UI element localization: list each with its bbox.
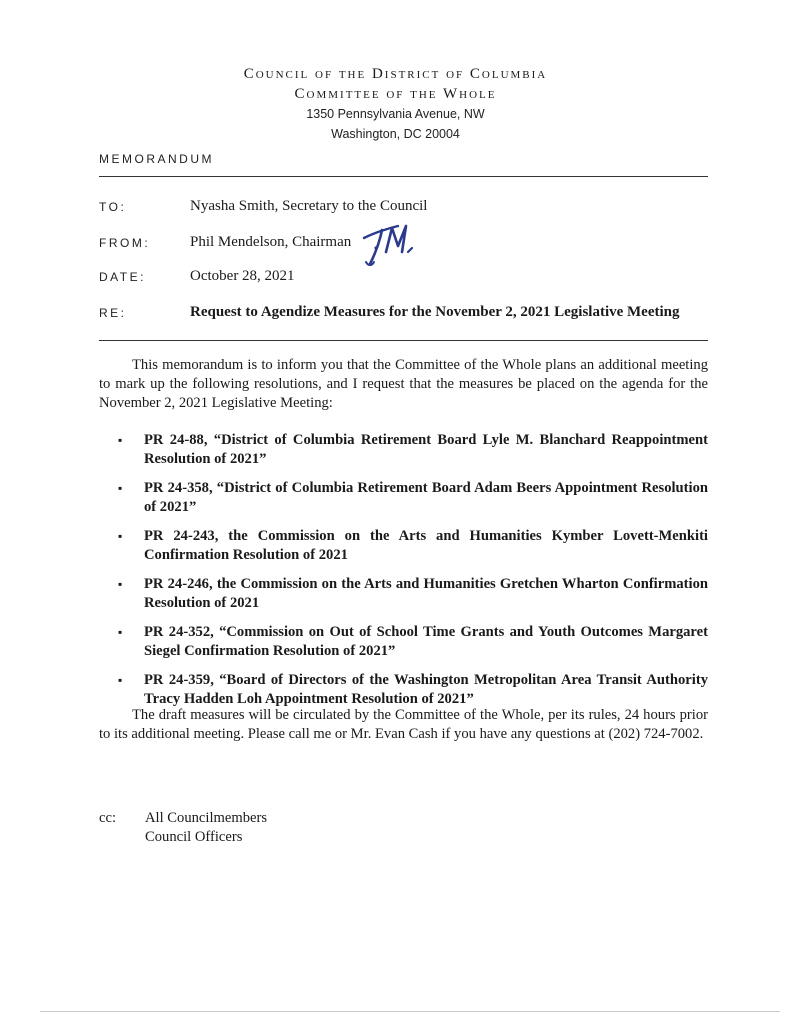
letterhead-address: 1350 Pennsylvania Avenue, NW [306,107,485,121]
measure-text: PR 24-88, “District of Columbia Retirement Board Lyle M. Blanchard Reappointment Resolution of 2021” [144,432,708,467]
re-value: Request to Agendize Measures for the November 2, 2021 Legislative Meeting [190,304,680,320]
letterhead-organization: Council of the District of Columbia [243,66,548,82]
intro-paragraph: This memorandum is to inform you that the Committee of the Whole plans an additional meeting to mark up the following resolutions, and I request that the measures be placed on the agenda for the November 2, 2021 Legislative Meeting: [99,357,708,411]
bullet-icon: ▪ [118,433,123,447]
letterhead-city: Washington, DC 20004 [331,127,460,141]
bullet-icon: ▪ [118,529,123,543]
measure-text: PR 24-358, “District of Columbia Retirement Board Adam Beers Appointment Resolution of 2021” [144,480,708,515]
measure-text: PR 24-359, “Board of Directors of the Washington Metropolitan Area Transit Authority Tracy Hadden Loh Appointment Resolution of 2021” [144,672,708,707]
cc-label: cc: [99,810,117,826]
bullet-icon: ▪ [118,673,123,687]
to-value: Nyasha Smith, Secretary to the Council [190,198,428,214]
to-field [99,200,708,220]
from-label: FROM: [99,236,151,250]
list-item [99,431,708,469]
list-item [99,575,708,613]
bullet-icon: ▪ [118,625,123,639]
list-item [99,527,708,565]
measures-list [99,431,708,719]
measure-text: PR 24-352, “Commission on Out of School Time Grants and Youth Outcomes Margaret Siegel Confirmation Resolution of 2021” [144,624,708,659]
header-divider-top [99,176,708,177]
to-label: TO: [99,200,127,214]
date-label: DATE: [99,270,146,284]
header-divider-bottom [99,340,708,341]
cc-recipient: Council Officers [145,829,243,845]
bullet-icon: ▪ [118,481,123,495]
letterhead-committee: Committee of the Whole [294,86,497,102]
from-value: Phil Mendelson, Chairman [190,234,352,250]
measure-text: PR 24-243, the Commission on the Arts and Humanities Kymber Lovett-Menkiti Confirmation Resolution of 2021 [144,528,708,563]
list-item [99,479,708,517]
list-item [99,623,708,661]
date-value: October 28, 2021 [190,268,295,284]
measure-text: PR 24-246, the Commission on the Arts and Humanities Gretchen Wharton Confirmation Resolution of 2021 [144,576,708,611]
page-bottom-edge [40,1011,780,1012]
re-label: RE: [99,306,127,320]
signature-initials-icon [356,222,426,268]
closing-paragraph: The draft measures will be circulated by the Committee of the Whole, per its rules, 24 hours prior to its additional meeting. Please call me or Mr. Evan Cash if you have any questions at (202) 724-7002. [99,707,708,742]
list-item [99,671,708,709]
bullet-icon: ▪ [118,577,123,591]
memorandum-label: MEMORANDUM [99,152,214,166]
re-field [99,306,708,326]
date-field [99,270,708,290]
letterhead [0,64,791,144]
cc-recipient: All Councilmembers [145,810,268,826]
